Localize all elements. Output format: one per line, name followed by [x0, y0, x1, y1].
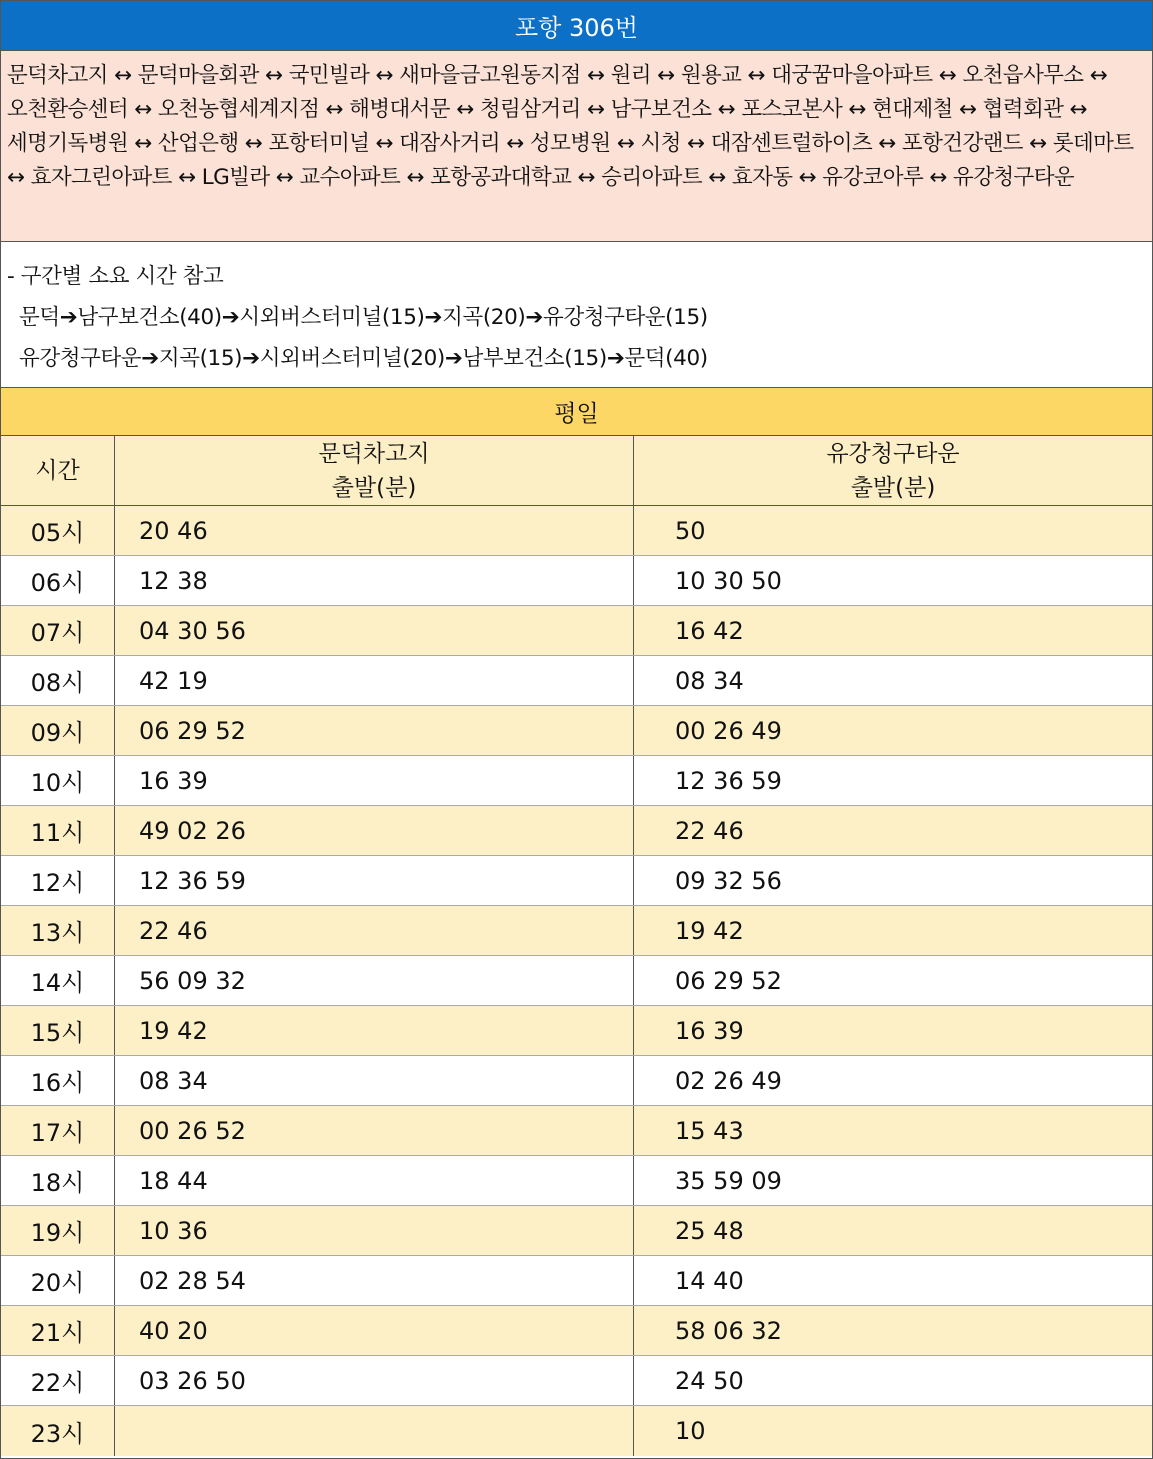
hour-cell: 20시	[1, 1256, 115, 1305]
yugang-departure-cell: 50	[675, 516, 706, 545]
table-row	[1, 756, 1152, 806]
hour-cell: 07시	[1, 606, 115, 655]
yugang-departure-cell: 22 46	[675, 816, 744, 845]
table-row	[1, 1006, 1152, 1056]
mundeok-departure-cell: 04 30 56	[115, 606, 634, 655]
travel-time-inbound: 유강청구타운➔지곡(15)➔시외버스터미널(20)➔남부보건소(15)➔문덕(40)	[19, 346, 708, 371]
hour-cell: 16시	[1, 1056, 115, 1105]
table-row	[1, 1156, 1152, 1206]
yugang-departure-cell: 25 48	[675, 1216, 744, 1245]
mundeok-departure-cell: 06 29 52	[115, 706, 634, 755]
hour-cell: 10시	[1, 756, 115, 805]
mundeok-departure-cell: 19 42	[115, 1006, 634, 1055]
table-row	[1, 1106, 1152, 1156]
table-row	[1, 906, 1152, 956]
hour-cell: 12시	[1, 856, 115, 905]
header-mundeok-name: 문덕차고지	[318, 440, 430, 467]
hour-cell: 15시	[1, 1006, 115, 1055]
table-row	[1, 1306, 1152, 1356]
mundeok-departure-cell: 02 28 54	[115, 1256, 634, 1305]
hour-cell: 11시	[1, 806, 115, 855]
mundeok-departure-cell: 12 36 59	[115, 856, 634, 905]
yugang-departure-cell: 35 59 09	[675, 1166, 782, 1195]
table-row	[1, 806, 1152, 856]
yugang-departure-cell: 02 26 49	[675, 1066, 782, 1095]
table-row	[1, 1406, 1152, 1456]
hour-cell: 21시	[1, 1306, 115, 1355]
table-row	[1, 1206, 1152, 1256]
travel-time-outbound: 문덕➔남구보건소(40)➔시외버스터미널(15)➔지곡(20)➔유강청구타운(15)	[19, 305, 708, 330]
table-row	[1, 956, 1152, 1006]
mundeok-departure-cell: 00 26 52	[115, 1106, 634, 1155]
mundeok-departure-cell: 49 02 26	[115, 806, 634, 855]
hour-cell: 13시	[1, 906, 115, 955]
mundeok-departure-cell	[115, 1406, 634, 1456]
yugang-departure-cell: 09 32 56	[675, 866, 782, 895]
table-header	[1, 436, 1152, 506]
yugang-departure-cell: 08 34	[675, 666, 744, 695]
header-yugang-name: 유강청구타운	[826, 440, 960, 467]
mundeok-departure-cell: 42 19	[115, 656, 634, 705]
table-row	[1, 606, 1152, 656]
hour-cell: 22시	[1, 1356, 115, 1405]
yugang-departure-cell: 15 43	[675, 1116, 744, 1145]
mundeok-departure-cell: 20 46	[115, 506, 634, 555]
yugang-departure-cell: 12 36 59	[675, 766, 782, 795]
yugang-departure-cell: 16 42	[675, 616, 744, 645]
yugang-departure-cell: 58 06 32	[675, 1316, 782, 1345]
page-title: 포항 306번	[1, 1, 1152, 51]
mundeok-departure-cell: 08 34	[115, 1056, 634, 1105]
header-time: 시간	[1, 436, 115, 505]
mundeok-departure-cell: 18 44	[115, 1156, 634, 1205]
mundeok-departure-cell: 40 20	[115, 1306, 634, 1355]
mundeok-departure-cell: 56 09 32	[115, 956, 634, 1005]
travel-time-heading: - 구간별 소요 시간 참고	[7, 264, 224, 289]
table-row	[1, 556, 1152, 606]
yugang-departure-cell: 06 29 52	[675, 966, 782, 995]
hour-cell: 09시	[1, 706, 115, 755]
table-row	[1, 856, 1152, 906]
hour-cell: 17시	[1, 1106, 115, 1155]
hour-cell: 05시	[1, 506, 115, 555]
yugang-departure-cell: 10 30 50	[675, 566, 782, 595]
yugang-departure-cell: 10	[675, 1417, 706, 1445]
weekday-label: 평일	[1, 388, 1152, 436]
mundeok-departure-cell: 03 26 50	[115, 1356, 634, 1405]
hour-cell: 08시	[1, 656, 115, 705]
yugang-departure-cell: 24 50	[675, 1366, 744, 1395]
hour-cell: 23시	[1, 1406, 115, 1456]
header-mundeok	[115, 436, 634, 505]
hour-cell: 06시	[1, 556, 115, 605]
hour-cell: 14시	[1, 956, 115, 1005]
yugang-departure-cell: 19 42	[675, 916, 744, 945]
header-yugang	[634, 436, 1152, 505]
mundeok-departure-cell: 22 46	[115, 906, 634, 955]
table-row	[1, 1256, 1152, 1306]
table-row	[1, 1356, 1152, 1406]
travel-time-note	[1, 242, 1152, 388]
hour-cell: 18시	[1, 1156, 115, 1205]
yugang-departure-cell: 14 40	[675, 1266, 744, 1295]
table-row	[1, 706, 1152, 756]
table-row	[1, 1056, 1152, 1106]
mundeok-departure-cell: 12 38	[115, 556, 634, 605]
table-row	[1, 656, 1152, 706]
mundeok-departure-cell: 16 39	[115, 756, 634, 805]
table-row	[1, 506, 1152, 556]
route-stops: 문덕차고지 ↔ 문덕마을회관 ↔ 국민빌라 ↔ 새마을금고원동지점 ↔ 원리 ↔ 원용교 ↔ 대궁꿈마을아파트 ↔ 오천읍사무소 ↔ 오천환승센터 ↔ 오천농협세계지점 ↔ 해병대서문 ↔ 청림삼거리 ↔ 남구보건소 ↔ 포스코본사 ↔ 현대제철 ↔ 협력회관 ↔ 세명기독병원 ↔ 산업은행 ↔ 포항터미널 ↔ 대잠사거리 ↔ 성모병원 ↔ 시청 ↔ 대잠센트럴하이츠 ↔ 포항건강랜드 ↔ 롯데마트 ↔ 효자그린아파트 ↔ LG빌라 ↔ 교수아파트 ↔ 포항공과대학교 ↔ 승리아파트 ↔ 효자동 ↔ 유강코아루 ↔ 유강청구타운	[1, 51, 1152, 242]
header-mundeok-sub: 출발(분)	[331, 474, 417, 501]
yugang-departure-cell: 16 39	[675, 1016, 744, 1045]
mundeok-departure-cell: 10 36	[115, 1206, 634, 1255]
header-yugang-sub: 출발(분)	[850, 474, 936, 501]
yugang-departure-cell: 00 26 49	[675, 716, 782, 745]
table-body	[1, 506, 1152, 1456]
hour-cell: 19시	[1, 1206, 115, 1255]
